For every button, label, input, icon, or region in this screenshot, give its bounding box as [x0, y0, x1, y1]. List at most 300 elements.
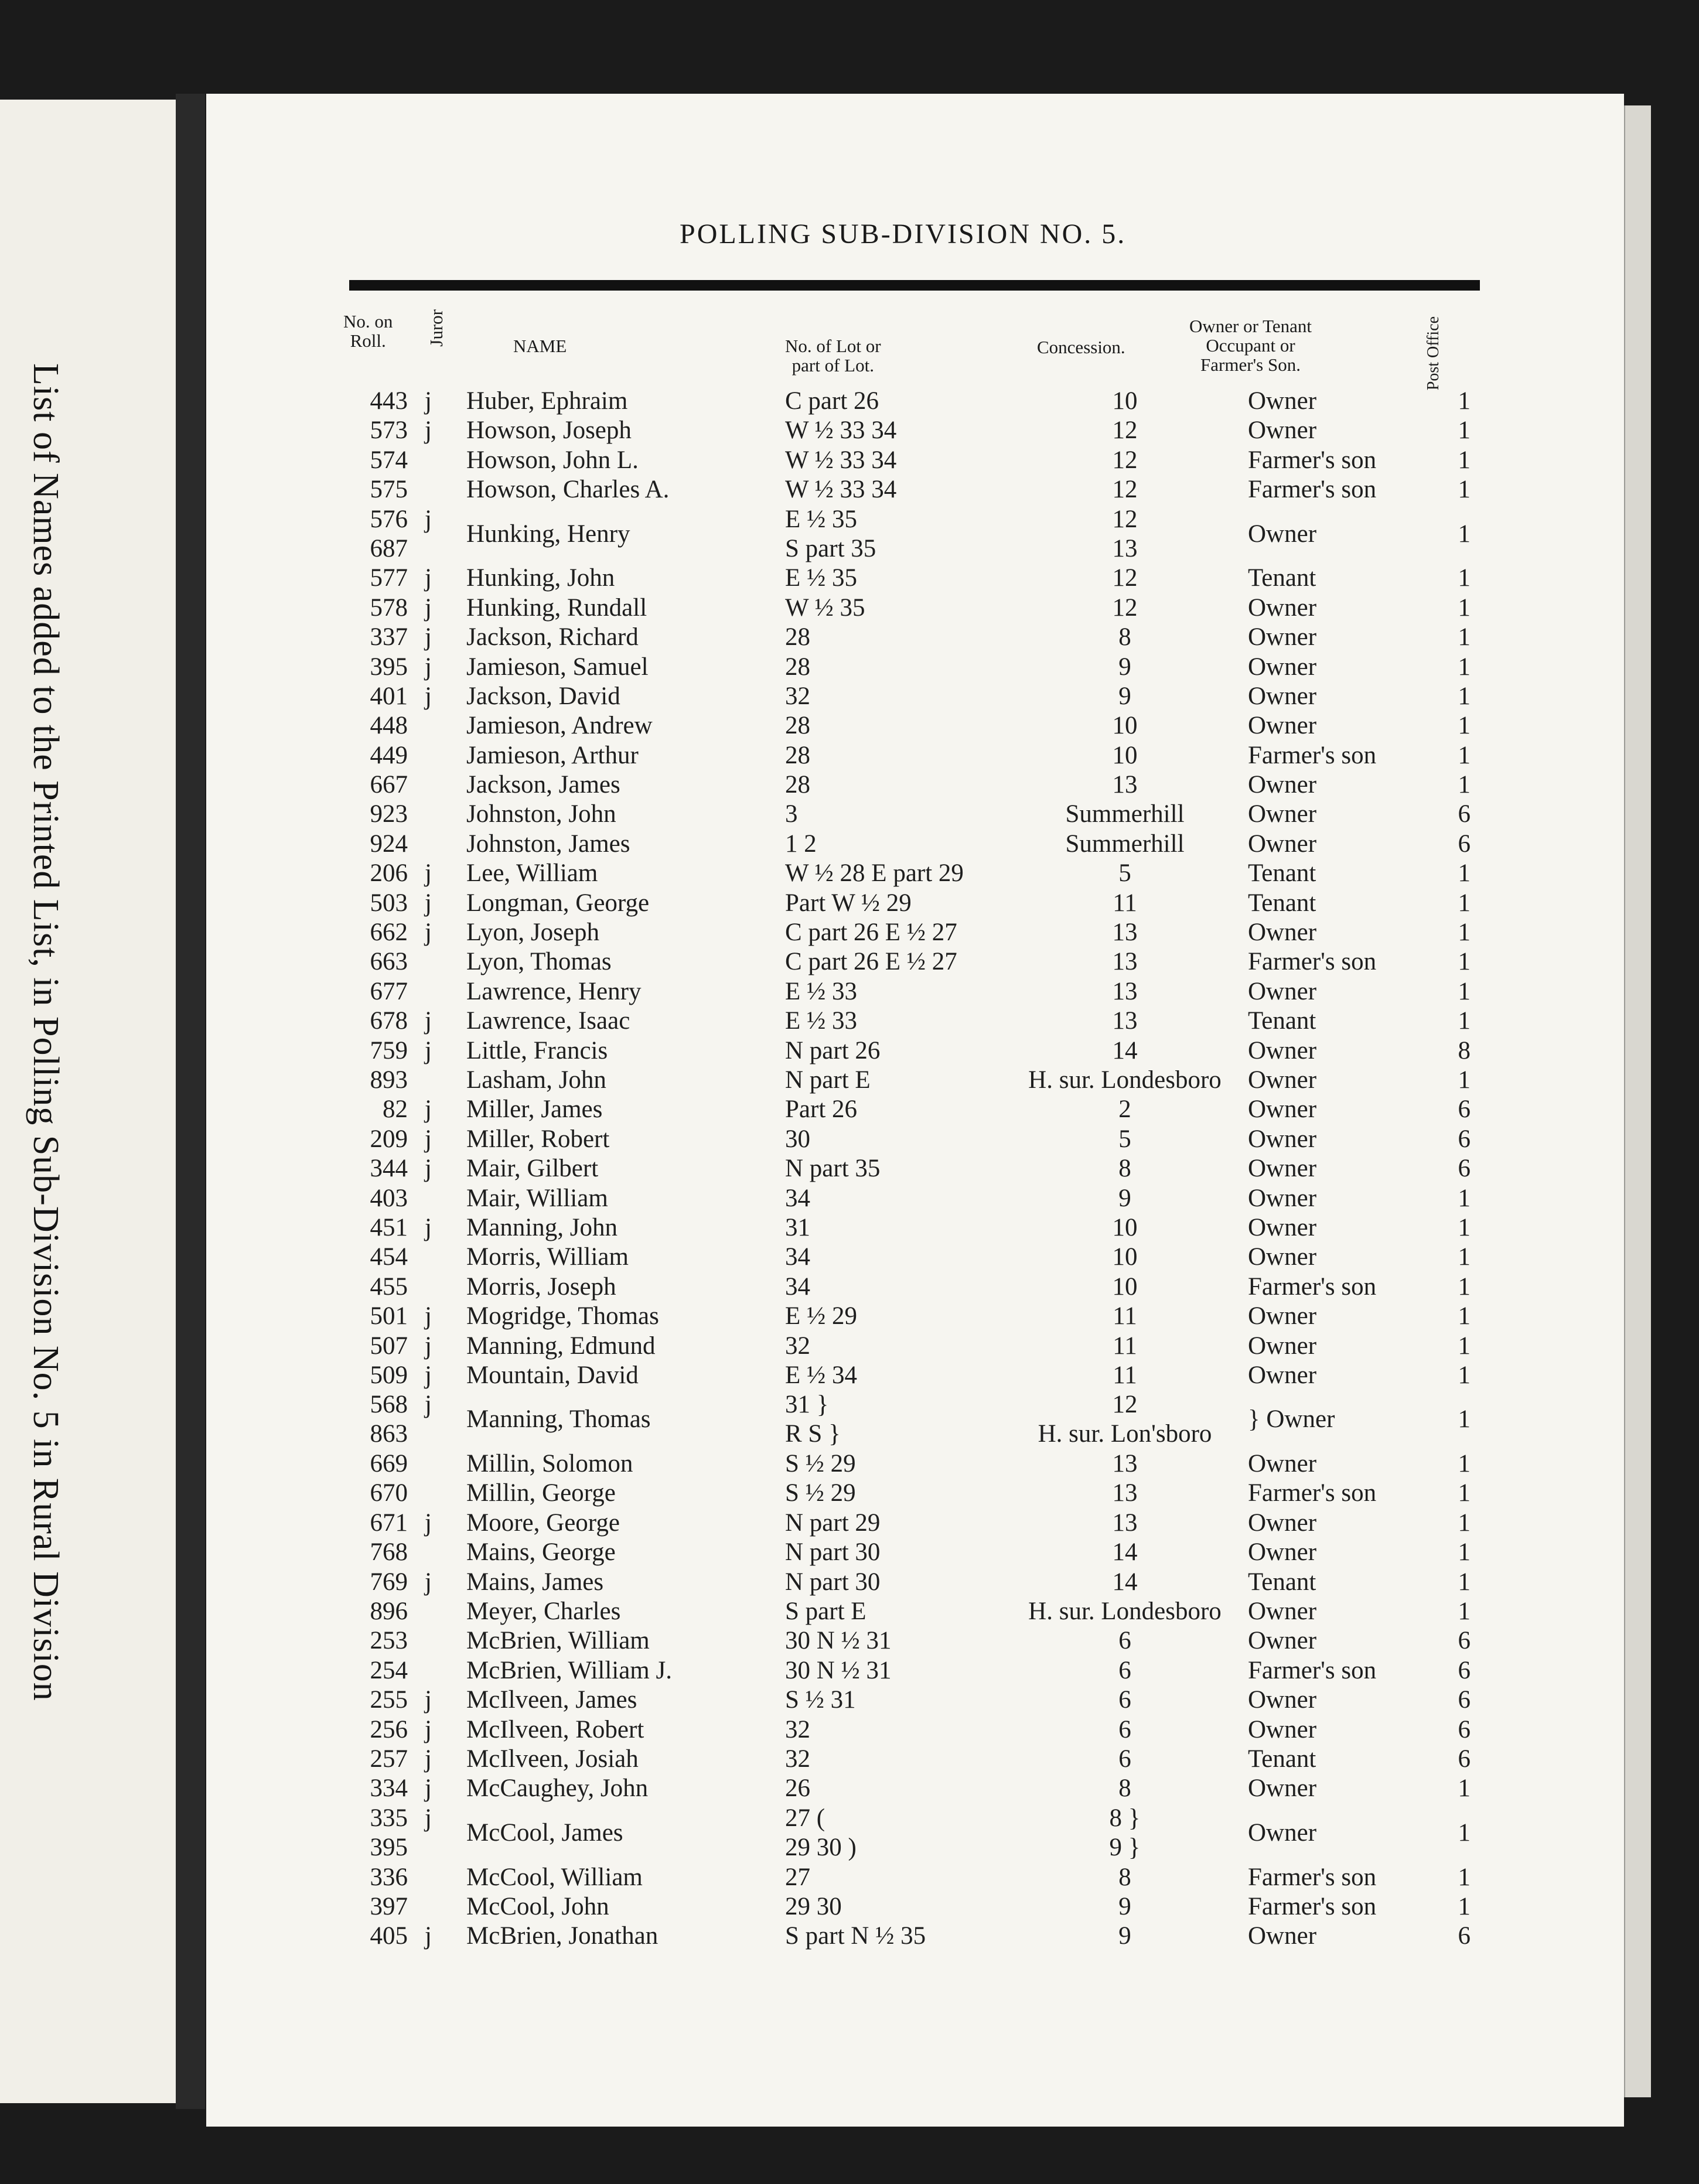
post-office: 1: [1458, 476, 1471, 504]
post-office: 6: [1458, 1155, 1471, 1183]
post-office: 1: [1458, 1243, 1471, 1271]
owner-status: Owner: [1248, 1774, 1317, 1803]
owner-status: Owner: [1248, 1332, 1317, 1360]
juror-mark: j: [425, 653, 432, 681]
lot-description-line2: 29 30 ): [785, 1833, 857, 1861]
roll-number: 663: [370, 948, 408, 976]
owner-status: } Owner: [1248, 1405, 1335, 1434]
header-roll-line2: Roll.: [350, 330, 386, 351]
roll-number-line2: 687: [370, 534, 408, 562]
post-office: 1: [1458, 919, 1471, 947]
post-office: 6: [1458, 1715, 1471, 1743]
juror-mark: j: [425, 889, 432, 917]
voter-name: Manning, Edmund: [466, 1332, 656, 1360]
voter-name: Mair, William: [466, 1184, 608, 1212]
voter-name: Meyer, Charles: [466, 1598, 621, 1626]
post-office: 6: [1458, 800, 1471, 828]
concession: Summerhill: [1065, 830, 1185, 858]
lot-description: 32: [785, 1745, 810, 1773]
juror-mark: j: [425, 919, 432, 947]
voter-name: Hunking, John: [466, 564, 615, 592]
owner-status: Tenant: [1248, 1007, 1316, 1035]
post-office: 1: [1458, 1598, 1471, 1626]
post-office: 1: [1458, 1332, 1471, 1360]
concession: 14: [1112, 1036, 1138, 1064]
juror-mark: j: [425, 1036, 432, 1064]
post-office: 1: [1458, 771, 1471, 799]
concession: 8: [1118, 1863, 1131, 1891]
juror-mark: j: [425, 1096, 432, 1124]
lot-description: C part 26 E ½ 27: [785, 948, 957, 976]
roll-number-line1: 335: [370, 1804, 408, 1832]
page-title: POLLING SUB-DIVISION NO. 5.: [680, 219, 1127, 250]
roll-number: 336: [370, 1863, 408, 1891]
voter-name: Johnston, James: [466, 830, 630, 858]
concession: 9: [1118, 1922, 1131, 1950]
table-row: [0, 1685, 1699, 1715]
owner-status: Farmer's son: [1248, 948, 1377, 976]
roll-number: 509: [370, 1361, 408, 1389]
table-row: [0, 564, 1699, 593]
voter-name: Howson, John L.: [466, 446, 639, 474]
table-row: [0, 1597, 1699, 1626]
concession: 6: [1118, 1686, 1131, 1714]
voter-name: Moore, George: [466, 1509, 620, 1537]
lot-description: 30 N ½ 31: [785, 1627, 892, 1655]
voter-name: Mogridge, Thomas: [466, 1302, 659, 1330]
lot-description: W ½ 33 34: [785, 476, 897, 504]
voter-name: Morris, William: [466, 1243, 629, 1271]
juror-mark: j: [425, 505, 432, 533]
owner-status: Owner: [1248, 1598, 1317, 1626]
header-name: NAME: [513, 336, 567, 356]
roll-number: 82: [383, 1096, 408, 1124]
roll-number: 253: [370, 1627, 408, 1655]
lot-description: N part 29: [785, 1509, 881, 1537]
lot-description: N part 30: [785, 1568, 881, 1596]
voter-name: Lee, William: [466, 859, 598, 888]
owner-status: Owner: [1248, 1450, 1317, 1478]
post-office: 1: [1458, 1818, 1471, 1847]
header-owner-line3: Farmer's Son.: [1200, 354, 1301, 375]
voter-name: McCool, James: [466, 1818, 623, 1847]
lot-description: 27: [785, 1863, 810, 1891]
lot-description: S ½ 31: [785, 1686, 856, 1714]
lot-description-line1: 27 (: [785, 1804, 825, 1832]
roll-number: [332, 1804, 408, 1862]
post-office: 6: [1458, 1922, 1471, 1950]
owner-status: Owner: [1248, 387, 1317, 415]
post-office: 1: [1458, 1272, 1471, 1301]
header-post-office: Post Office: [1424, 316, 1442, 391]
roll-number: 455: [370, 1272, 408, 1301]
owner-status: Owner: [1248, 1036, 1317, 1064]
owner-status: Owner: [1248, 1213, 1317, 1241]
post-office: 1: [1458, 1302, 1471, 1330]
lot-description: Part W ½ 29: [785, 889, 912, 917]
post-office: 1: [1458, 1568, 1471, 1596]
table-row: [0, 593, 1699, 623]
juror-mark: j: [425, 1568, 432, 1596]
lot-description: W ½ 28 E part 29: [785, 859, 964, 888]
roll-number: 401: [370, 682, 408, 710]
lot-description: E ½ 33: [785, 977, 858, 1005]
post-office: 1: [1458, 564, 1471, 592]
header-owner-line2: Occupant or: [1206, 335, 1295, 356]
roll-number-line2: 395: [370, 1833, 408, 1861]
lot-description: S part E: [785, 1598, 866, 1626]
lot-description: N part 35: [785, 1155, 881, 1183]
owner-status: Owner: [1248, 1627, 1317, 1655]
table-row: [0, 918, 1699, 947]
concession: 10: [1112, 387, 1138, 415]
concession: 13: [1112, 1007, 1138, 1035]
voter-name: Jamieson, Andrew: [466, 712, 653, 740]
post-office: 1: [1458, 1892, 1471, 1920]
owner-status: Owner: [1248, 1715, 1317, 1743]
table-row: [0, 387, 1699, 416]
table-row: [0, 711, 1699, 740]
owner-status: Owner: [1248, 1922, 1317, 1950]
roll-number: 893: [370, 1066, 408, 1094]
table-row: [0, 1095, 1699, 1124]
concession: 14: [1112, 1568, 1138, 1596]
concession-line1: 8 }: [1109, 1804, 1141, 1832]
juror-mark: j: [425, 1125, 432, 1153]
juror-mark: j: [425, 1155, 432, 1183]
owner-status: Owner: [1248, 1066, 1317, 1094]
post-office: 1: [1458, 977, 1471, 1005]
juror-mark: j: [425, 1007, 432, 1035]
roll-number: 403: [370, 1184, 408, 1212]
juror-mark: j: [425, 564, 432, 592]
post-office: 1: [1458, 653, 1471, 681]
voter-name: Morris, Joseph: [466, 1272, 616, 1301]
table-row: [0, 1479, 1699, 1508]
concession: 5: [1118, 1125, 1131, 1153]
lot-description-line2: R S }: [785, 1420, 841, 1448]
lot-description: [785, 1390, 841, 1449]
post-office: 8: [1458, 1036, 1471, 1064]
post-office: 6: [1458, 1627, 1471, 1655]
roll-number: 670: [370, 1479, 408, 1507]
voter-name: McBrien, William: [466, 1627, 650, 1655]
post-office: 1: [1458, 1509, 1471, 1537]
juror-mark: j: [425, 1509, 432, 1537]
table-row: [0, 977, 1699, 1006]
roll-number: [332, 505, 408, 564]
voter-name: Lyon, Joseph: [466, 919, 599, 947]
roll-number: 667: [370, 771, 408, 799]
voter-name: Lyon, Thomas: [466, 948, 612, 976]
lot-description: 34: [785, 1184, 810, 1212]
voter-name: Mountain, David: [466, 1361, 639, 1389]
lot-description: 34: [785, 1272, 810, 1301]
lot-description: 28: [785, 771, 810, 799]
table-row: [0, 1656, 1699, 1685]
voter-name: Mains, James: [466, 1568, 604, 1596]
concession: 8: [1118, 623, 1131, 651]
table-row: [0, 446, 1699, 475]
table-row: [0, 1154, 1699, 1183]
concession: 5: [1118, 859, 1131, 888]
voter-name: Miller, Robert: [466, 1125, 610, 1153]
juror-mark: j: [425, 1332, 432, 1360]
voter-name: Jackson, Richard: [466, 623, 639, 651]
post-office: 1: [1458, 1538, 1471, 1567]
table-row: [0, 1774, 1699, 1803]
table-row: [0, 1066, 1699, 1095]
table-row: [0, 1213, 1699, 1243]
lot-description: 28: [785, 741, 810, 769]
roll-number: 344: [370, 1155, 408, 1183]
table-row: [0, 1302, 1699, 1331]
voter-name: McIlveen, Robert: [466, 1715, 644, 1743]
owner-status: Tenant: [1248, 859, 1316, 888]
roll-number: 507: [370, 1332, 408, 1360]
side-caption: List of Names added to the Printed List, in Polling Sub-Division No. 5 in Rural Division: [26, 363, 66, 1701]
owner-status: Owner: [1248, 1818, 1317, 1847]
post-office: 1: [1458, 1479, 1471, 1507]
table-row: [0, 1804, 1699, 1863]
concession: 11: [1113, 1332, 1137, 1360]
roll-number: 503: [370, 889, 408, 917]
roll-number: 671: [370, 1509, 408, 1537]
header-concession: Concession.: [1037, 337, 1125, 357]
concession: 13: [1112, 977, 1138, 1005]
juror-mark: j: [425, 1922, 432, 1950]
table-row: [0, 770, 1699, 800]
table-row: [0, 947, 1699, 977]
post-office: 1: [1458, 741, 1471, 769]
voter-name: Jackson, James: [466, 771, 620, 799]
voter-name: Millin, George: [466, 1479, 616, 1507]
table-row: [0, 1538, 1699, 1567]
concession-line2: H. sur. Lon'sboro: [1038, 1420, 1212, 1448]
owner-status: Owner: [1248, 520, 1317, 548]
concession-line1: 12: [1112, 505, 1138, 533]
concession: 6: [1118, 1627, 1131, 1655]
lot-description: E ½ 35: [785, 564, 858, 592]
concession: 11: [1113, 1361, 1137, 1389]
owner-status: Owner: [1248, 623, 1317, 651]
lot-description-line1: E ½ 35: [785, 505, 858, 533]
voter-name: Jamieson, Samuel: [466, 653, 649, 681]
concession: 12: [1112, 476, 1138, 504]
roll-number: 395: [370, 653, 408, 681]
concession: 13: [1112, 1479, 1138, 1507]
owner-status: Owner: [1248, 1155, 1317, 1183]
lot-description: E ½ 33: [785, 1007, 858, 1035]
lot-description: C part 26 E ½ 27: [785, 919, 957, 947]
owner-status: Owner: [1248, 417, 1317, 445]
roll-number: 575: [370, 476, 408, 504]
table-row: [0, 1568, 1699, 1597]
post-office: 6: [1458, 1686, 1471, 1714]
roll-number: 451: [370, 1213, 408, 1241]
table-row: [0, 830, 1699, 859]
voter-name: Hunking, Henry: [466, 520, 630, 548]
roll-number: 574: [370, 446, 408, 474]
table-row: [0, 859, 1699, 888]
table-row: [0, 1361, 1699, 1390]
table-row: [0, 1626, 1699, 1656]
concession: 11: [1113, 1302, 1137, 1330]
lot-description: S ½ 29: [785, 1479, 856, 1507]
table-row: [0, 1745, 1699, 1774]
voter-name: Lawrence, Isaac: [466, 1007, 630, 1035]
post-office: 6: [1458, 1096, 1471, 1124]
owner-status: Farmer's son: [1248, 1892, 1377, 1920]
concession: H. sur. Londesboro: [1028, 1598, 1222, 1626]
roll-number: 678: [370, 1007, 408, 1035]
header-lot: [785, 336, 881, 375]
concession: 9: [1118, 1184, 1131, 1212]
roll-number: 449: [370, 741, 408, 769]
voter-list: [0, 387, 1699, 1951]
owner-status: Owner: [1248, 1184, 1317, 1212]
juror-mark: j: [425, 1745, 432, 1773]
owner-status: Farmer's son: [1248, 1863, 1377, 1891]
post-office: 6: [1458, 1125, 1471, 1153]
post-office: 1: [1458, 1450, 1471, 1478]
concession: 6: [1118, 1656, 1131, 1684]
post-office: 6: [1458, 830, 1471, 858]
juror-mark: j: [425, 1686, 432, 1714]
concession: 12: [1112, 446, 1138, 474]
roll-number: 501: [370, 1302, 408, 1330]
voter-name: Mains, George: [466, 1538, 616, 1567]
voter-name: McCaughey, John: [466, 1774, 649, 1803]
concession-line1: 12: [1112, 1391, 1138, 1419]
table-row: [0, 1449, 1699, 1479]
post-office: 1: [1458, 712, 1471, 740]
owner-status: Owner: [1248, 593, 1317, 622]
header-juror: Juror: [426, 309, 446, 347]
concession: 13: [1112, 919, 1138, 947]
owner-status: Owner: [1248, 1096, 1317, 1124]
concession: 9: [1118, 653, 1131, 681]
concession: 9: [1118, 682, 1131, 710]
juror-mark: j: [425, 417, 432, 445]
owner-status: Tenant: [1248, 564, 1316, 592]
voter-name: Little, Francis: [466, 1036, 608, 1064]
voter-name: McBrien, William J.: [466, 1656, 672, 1684]
roll-number-line1: 568: [370, 1391, 408, 1419]
concession-line2: 13: [1112, 534, 1138, 562]
owner-status: Owner: [1248, 712, 1317, 740]
post-office: 6: [1458, 1745, 1471, 1773]
concession: 8: [1118, 1155, 1131, 1183]
voter-name: Longman, George: [466, 889, 650, 917]
roll-number: 924: [370, 830, 408, 858]
concession: 10: [1112, 1213, 1138, 1241]
post-office: 1: [1458, 1184, 1471, 1212]
owner-status: Owner: [1248, 653, 1317, 681]
voter-name: Jackson, David: [466, 682, 620, 710]
header-lot-line1: No. of Lot or: [785, 336, 881, 356]
owner-status: Owner: [1248, 1243, 1317, 1271]
owner-status: Tenant: [1248, 889, 1316, 917]
owner-status: Farmer's son: [1248, 1479, 1377, 1507]
voter-name: Lasham, John: [466, 1066, 606, 1094]
lot-description: W ½ 35: [785, 593, 865, 622]
owner-status: Owner: [1248, 1361, 1317, 1389]
concession: 12: [1112, 564, 1138, 592]
owner-status: Farmer's son: [1248, 446, 1377, 474]
table-row: [0, 682, 1699, 711]
table-row: [0, 1390, 1699, 1449]
concession: 8: [1118, 1774, 1131, 1803]
post-office: 1: [1458, 1066, 1471, 1094]
roll-number: 769: [370, 1568, 408, 1596]
juror-mark: j: [425, 1361, 432, 1389]
concession: 10: [1112, 1243, 1138, 1271]
owner-status: Owner: [1248, 830, 1317, 858]
voter-name: Manning, Thomas: [466, 1405, 651, 1434]
concession: 13: [1112, 1509, 1138, 1537]
concession-line2: 9 }: [1109, 1833, 1141, 1861]
table-row: [0, 1036, 1699, 1066]
roll-number: 896: [370, 1598, 408, 1626]
juror-mark: j: [425, 1302, 432, 1330]
roll-number: 578: [370, 593, 408, 622]
roll-number: 337: [370, 623, 408, 651]
concession: 6: [1118, 1715, 1131, 1743]
table-row: [0, 1125, 1699, 1154]
lot-description: 26: [785, 1774, 810, 1803]
voter-name: Howson, Charles A.: [466, 476, 670, 504]
header-roll: [343, 312, 393, 350]
roll-number: 256: [370, 1715, 408, 1743]
owner-status: Owner: [1248, 1686, 1317, 1714]
roll-number: [332, 1390, 408, 1449]
concession: 11: [1113, 889, 1137, 917]
roll-number: 257: [370, 1745, 408, 1773]
owner-status: Farmer's son: [1248, 741, 1377, 769]
header-roll-line1: No. on: [343, 311, 393, 332]
table-row: [0, 1184, 1699, 1213]
concession: 6: [1118, 1745, 1131, 1773]
roll-number: 443: [370, 387, 408, 415]
lot-description: 28: [785, 623, 810, 651]
post-office: 1: [1458, 948, 1471, 976]
concession: 14: [1112, 1538, 1138, 1567]
lot-description: E ½ 29: [785, 1302, 858, 1330]
table-row: [0, 1332, 1699, 1361]
lot-description: [785, 1804, 857, 1862]
concession: 10: [1112, 741, 1138, 769]
owner-status: Farmer's son: [1248, 1272, 1377, 1301]
concession: H. sur. Londesboro: [1028, 1066, 1222, 1094]
post-office: 1: [1458, 593, 1471, 622]
table-row: [0, 475, 1699, 504]
juror-mark: j: [425, 1804, 432, 1832]
post-office: 1: [1458, 1863, 1471, 1891]
lot-description: 29 30: [785, 1892, 842, 1920]
roll-number: 405: [370, 1922, 408, 1950]
roll-number: 577: [370, 564, 408, 592]
lot-description-line1: 31 }: [785, 1391, 829, 1419]
owner-status: Owner: [1248, 1125, 1317, 1153]
lot-description: 32: [785, 682, 810, 710]
table-row: [0, 741, 1699, 770]
roll-number: 454: [370, 1243, 408, 1271]
roll-number: 255: [370, 1686, 408, 1714]
concession: 13: [1112, 771, 1138, 799]
juror-mark: j: [425, 623, 432, 651]
header-owner-line1: Owner or Tenant: [1189, 316, 1312, 336]
